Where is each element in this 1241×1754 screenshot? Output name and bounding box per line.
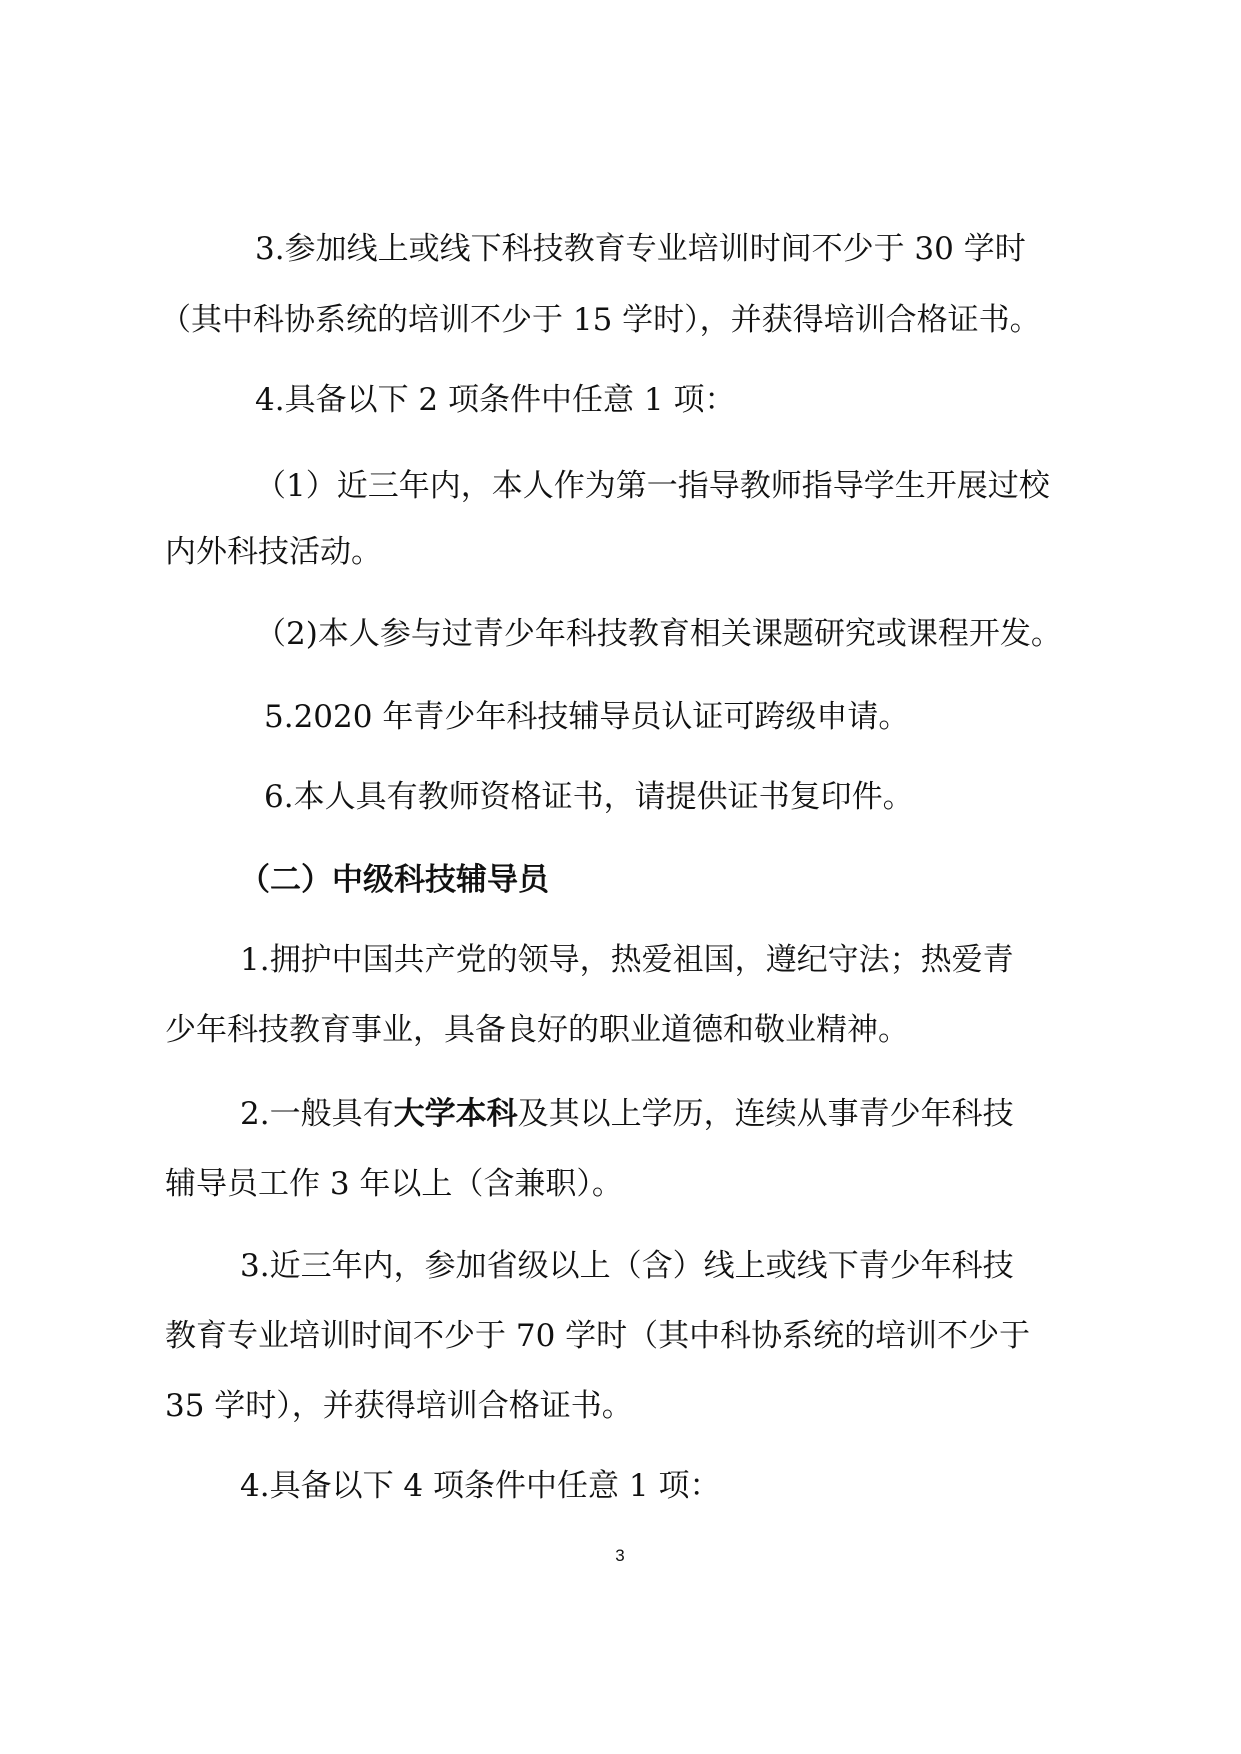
- condition-2: （2)本人参与过青少年科技教育相关课题研究或课程开发。: [255, 616, 1062, 652]
- item-4-conditions: 4.具备以下 2 项条件中任意 1 项：: [255, 382, 736, 418]
- item-2-prefix: 2.一般具有: [240, 1096, 394, 1132]
- item-3-training-line-2: （其中科协系统的培训不少于 15 学时），并获得培训合格证书。: [160, 302, 1041, 338]
- item-5-cross-level: 5.2020 年青少年科技辅导员认证可跨级申请。: [264, 699, 910, 735]
- intermediate-item-1-line-2: 少年科技教育事业，具备良好的职业道德和敬业精神。: [165, 1012, 909, 1048]
- intermediate-item-3-line-3: 35 学时），并获得培训合格证书。: [165, 1388, 633, 1424]
- intermediate-item-3-line-1: 3.近三年内，参加省级以上（含）线上或线下青少年科技: [240, 1248, 1014, 1284]
- intermediate-item-2-line-1: [240, 1094, 1014, 1134]
- intermediate-item-2-line-2: 辅导员工作 3 年以上（含兼职）。: [165, 1166, 623, 1202]
- item-6-teacher-certificate: 6.本人具有教师资格证书，请提供证书复印件。: [264, 779, 914, 815]
- condition-1-line-2: 内外科技活动。: [165, 534, 382, 570]
- section-heading-intermediate: （二）中级科技辅导员: [239, 862, 549, 898]
- intermediate-item-4: 4.具备以下 4 项条件中任意 1 项：: [240, 1468, 721, 1504]
- condition-1-line-1: （1）近三年内，本人作为第一指导教师指导学生开展过校: [255, 468, 1050, 504]
- page-number: 3: [615, 1546, 625, 1565]
- item-2-degree-emphasis: 大学本科: [393, 1096, 518, 1132]
- item-3-training-line-1: 3.参加线上或线下科技教育专业培训时间不少于 30 学时: [255, 231, 1026, 267]
- intermediate-item-1-line-1: 1.拥护中国共产党的领导，热爱祖国，遵纪守法；热爱青: [240, 942, 1014, 978]
- intermediate-item-3-line-2: 教育专业培训时间不少于 70 学时（其中科协系统的培训不少于: [165, 1318, 1031, 1354]
- item-2-suffix: 及其以上学历，连续从事青少年科技: [517, 1096, 1014, 1132]
